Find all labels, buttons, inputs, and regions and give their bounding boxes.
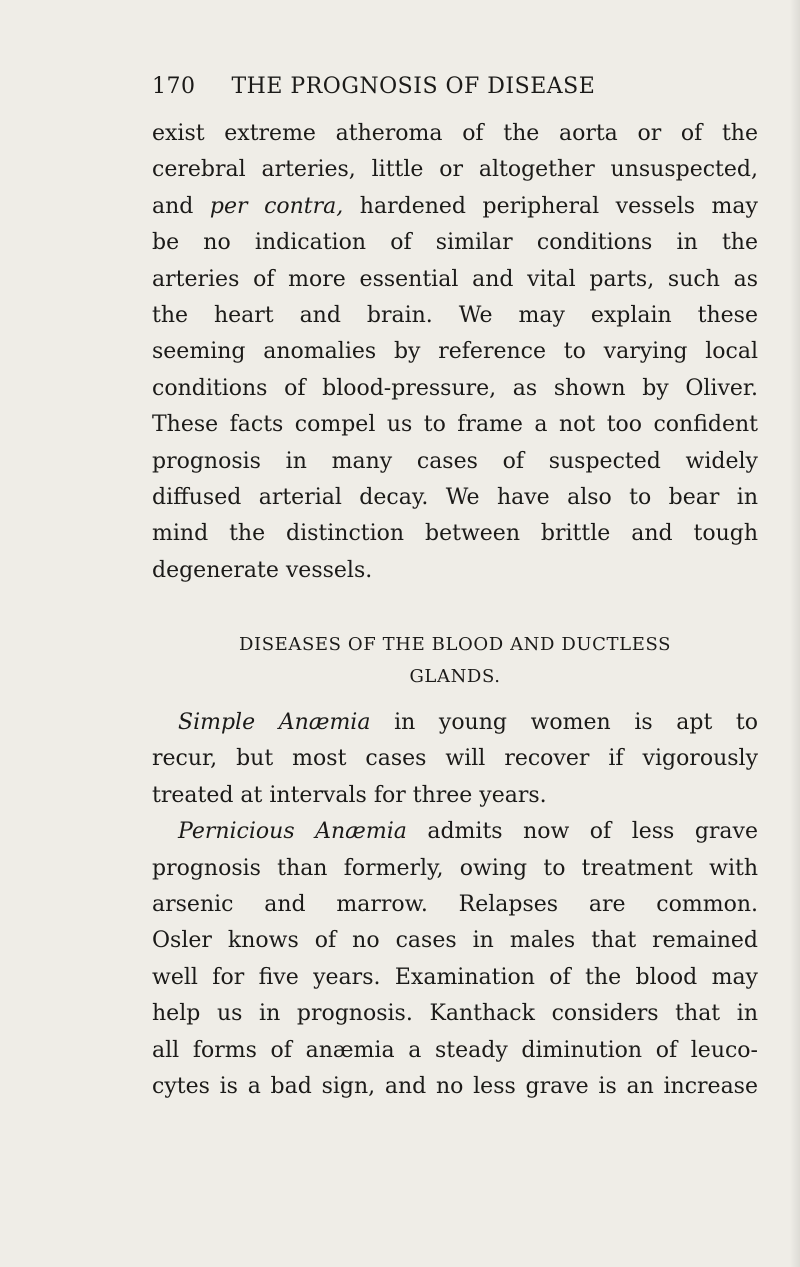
paragraph-simple-anaemia — [152, 705, 758, 814]
text-segment: admits now of less grave — [406, 819, 758, 845]
page-edge-shadow — [790, 0, 800, 1267]
section-heading — [152, 629, 758, 693]
paragraph-pernicious-anaemia — [152, 814, 758, 1105]
text-segment: and — [152, 193, 210, 219]
text-line: arsenic and marrow. Relapses are common. — [152, 892, 758, 918]
text-line: prognosis than formerly, owing to treatment with — [152, 855, 758, 881]
section-heading-line: GLANDS. — [409, 666, 501, 688]
text-segment: hardened peripheral vessels may — [343, 193, 758, 219]
text-line: degenerate vessels. — [152, 557, 373, 583]
text-line: all forms of anæmia a steady diminution of leuco- — [152, 1037, 758, 1063]
text-segment: in young women is apt to — [370, 710, 758, 736]
text-line: cytes is a bad sign, and no less grave is an increase — [152, 1073, 758, 1099]
page-number: 170 — [152, 74, 196, 99]
text-line: mind the distinction between brittle and tough — [152, 521, 758, 547]
page-body — [152, 116, 758, 1105]
text-line — [152, 189, 758, 225]
text-line: the heart and brain. We may explain these — [152, 302, 758, 328]
text-line: These facts compel us to frame a not too confident — [152, 412, 758, 438]
text-line: cerebral arteries, little or altogether unsuspected, — [152, 157, 758, 183]
italic-term: Pernicious Anæmia — [178, 819, 407, 845]
text-line: well for five years. Examination of the blood may — [152, 964, 758, 990]
running-title: THE PROGNOSIS OF DISEASE — [231, 74, 596, 99]
text-line: seeming anomalies by reference to varying local — [152, 339, 758, 365]
text-line: help us in prognosis. Kanthack considers that in — [152, 1001, 758, 1027]
text-line — [152, 705, 758, 741]
italic-phrase: per contra, — [209, 193, 344, 219]
text-line: be no indication of similar conditions in the — [152, 230, 758, 256]
italic-term: Simple Anæmia — [178, 710, 371, 736]
spacer — [152, 693, 758, 705]
text-line — [152, 814, 758, 850]
section-heading-line: DISEASES OF THE BLOOD AND DUCTLESS — [238, 634, 672, 656]
text-line: recur, but most cases will recover if vigorously — [152, 746, 758, 772]
text-line: Osler knows of no cases in males that remained — [152, 928, 758, 954]
text-line: diffused arterial decay. We have also to bear in — [152, 484, 758, 510]
text-line: treated at intervals for three years. — [152, 782, 547, 808]
text-line: prognosis in many cases of suspected widely — [152, 448, 758, 474]
spacer — [152, 589, 758, 629]
text-line: conditions of blood-pressure, as shown by Oliver. — [152, 375, 758, 401]
text-line: arteries of more essential and vital parts, such as — [152, 266, 758, 292]
running-header — [152, 74, 772, 110]
paragraph-atheroma — [152, 116, 758, 589]
text-line: exist extreme atheroma of the aorta or of the — [152, 121, 758, 146]
